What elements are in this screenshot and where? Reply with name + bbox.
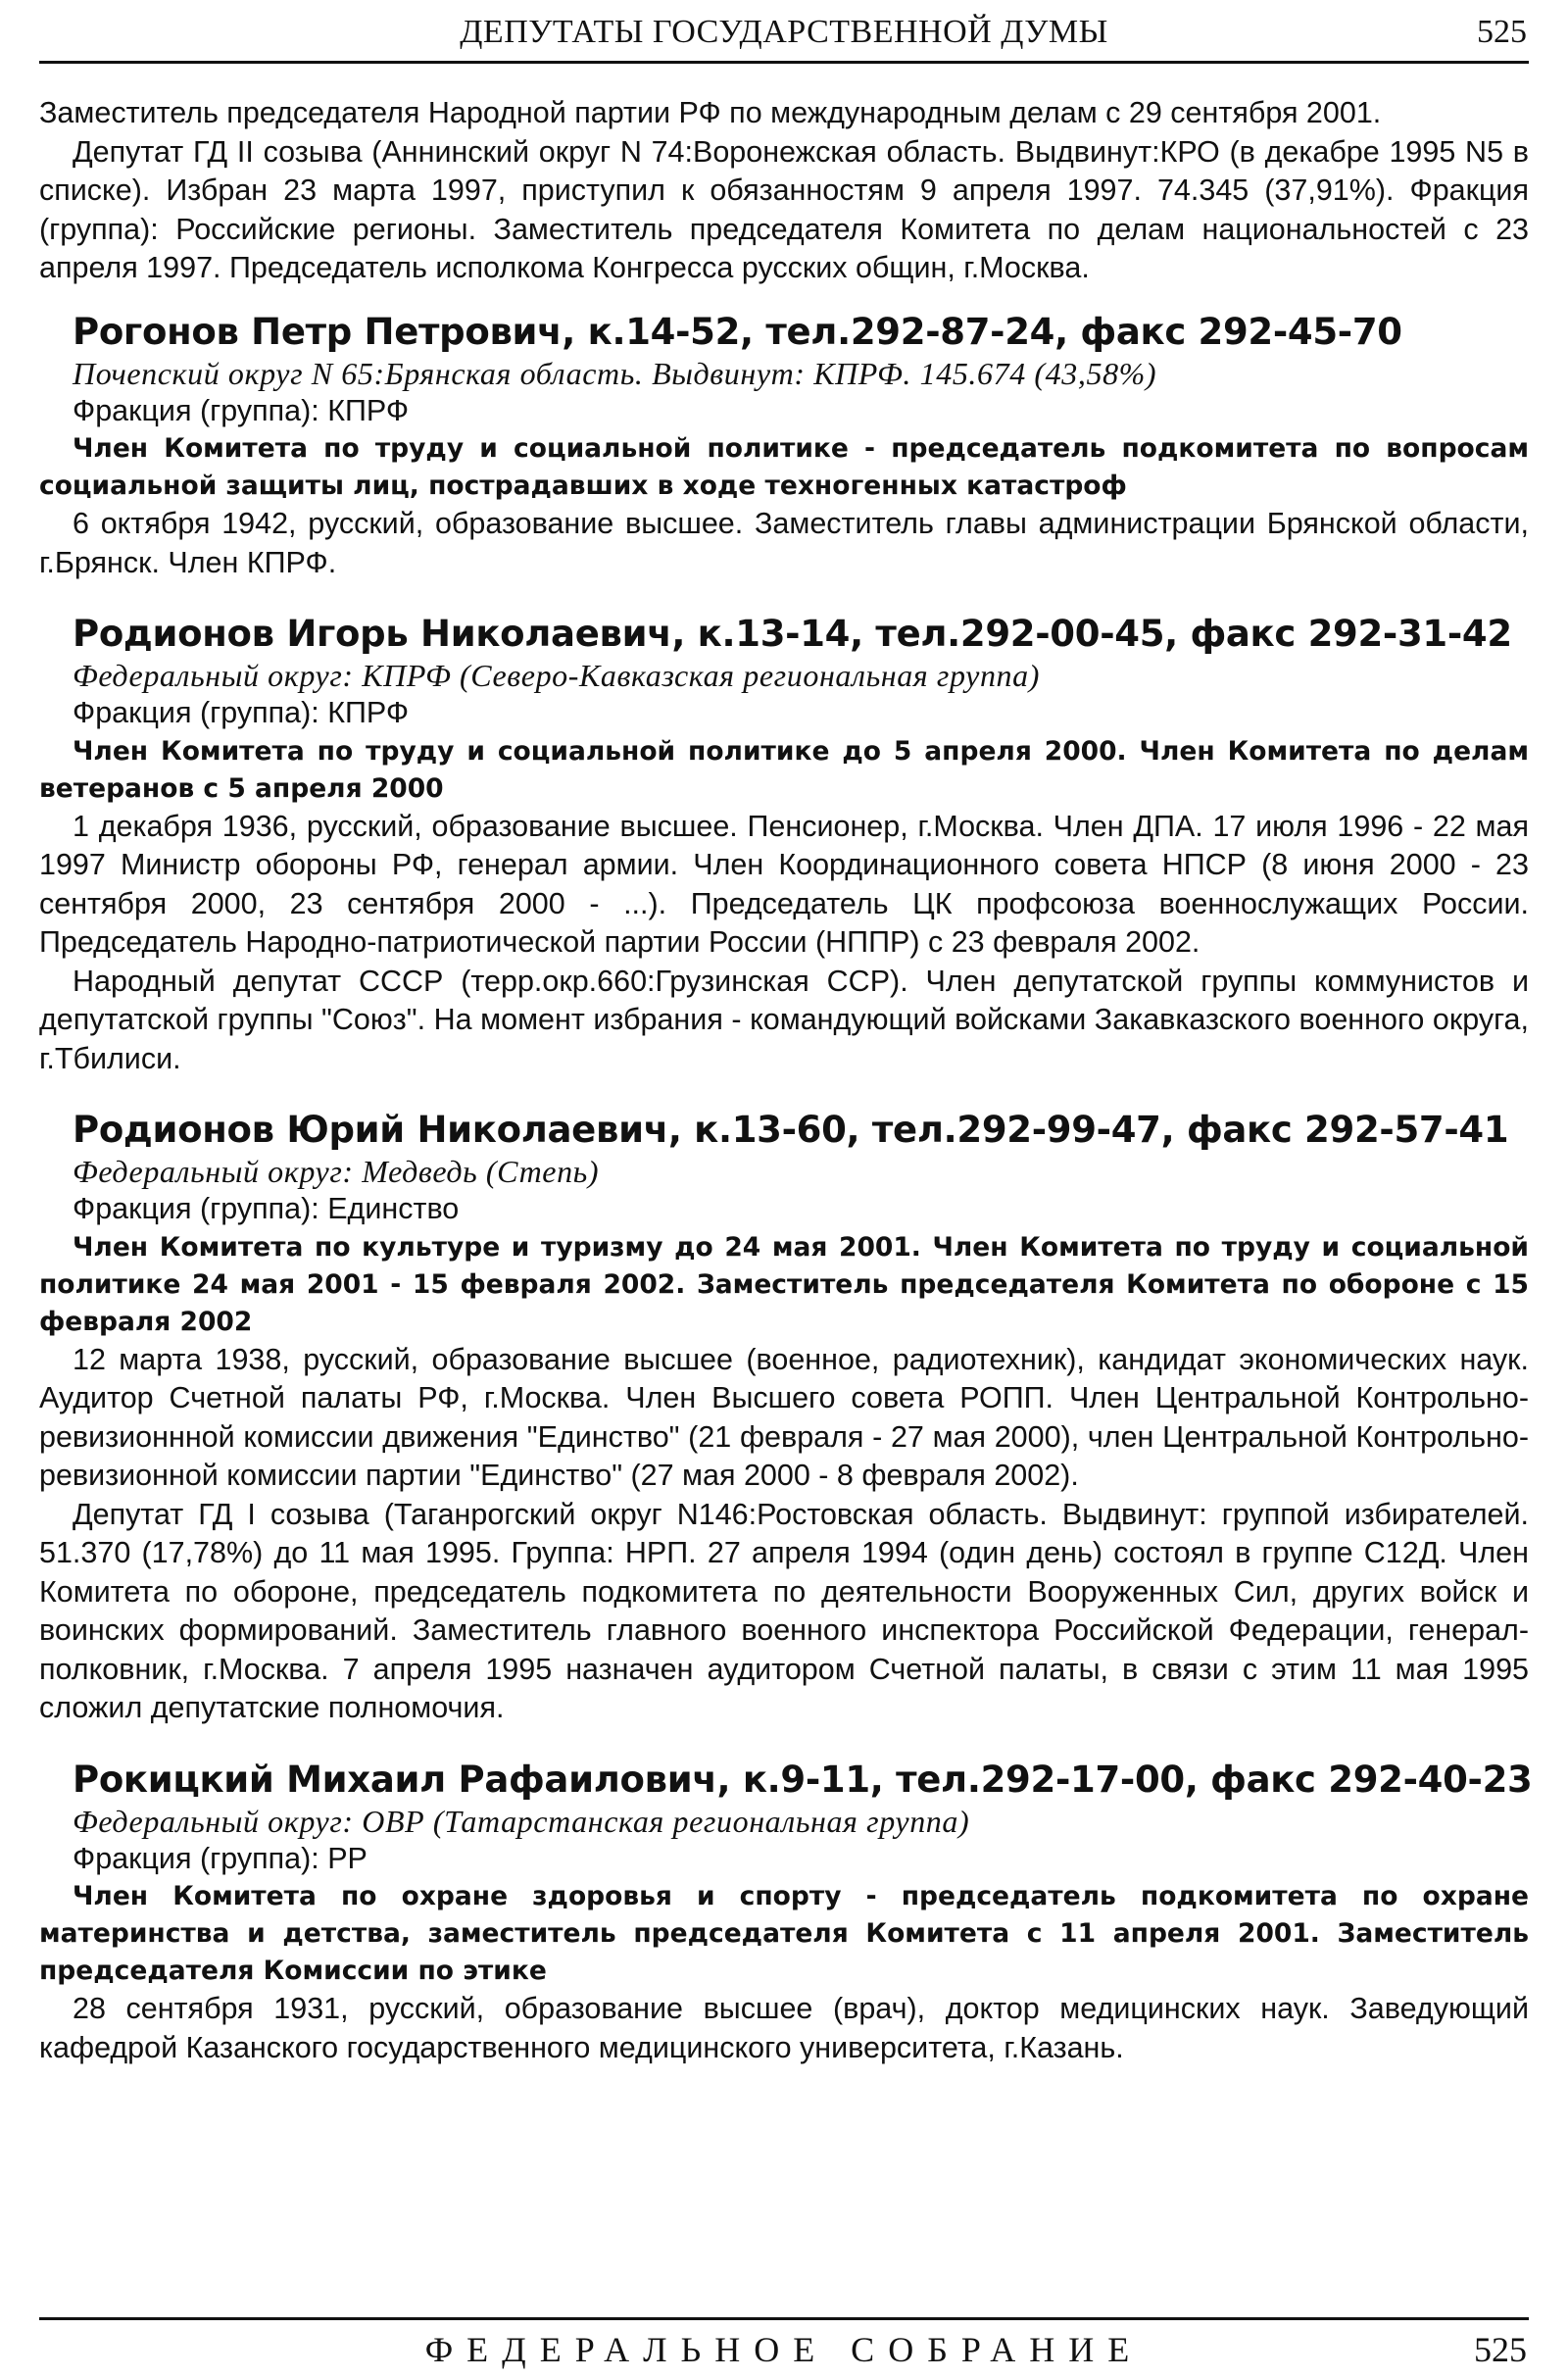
deputy-faction: Фракция (группа): КПРФ bbox=[73, 696, 410, 729]
footer-rule bbox=[39, 2317, 1529, 2320]
deputy-entry bbox=[39, 1758, 1533, 2068]
header-rule bbox=[39, 61, 1529, 64]
deputy-faction: Фракция (группа): КПРФ bbox=[73, 393, 410, 427]
header-title: ДЕПУТАТЫ ГОСУДАРСТВЕННОЙ ДУМЫ bbox=[460, 14, 1108, 50]
deputy-faction: Фракция (группа): Единство bbox=[73, 1192, 460, 1225]
deputy-district: Федеральный округ: ОВР (Татарстанская региональная группа) bbox=[73, 1803, 970, 1839]
deputy-committee: Член Комитета по труду и социальной политике - председатель подкомитета по вопросам социальной защиты лиц, пострадавших в ходе техногенных катастроф bbox=[39, 433, 1529, 501]
deputy-bio-paragraph: 1 декабря 1936, русский, образование высшее. Пенсионер, г.Москва. Член ДПА. 17 июля 1996 - 22 мая 1997 Министр обороны РФ, генерал армии. Член Координационного совета НПСР (8 июня 2000 - 23 сентября 2000, 23 сентября 2000 - ...). Председатель ЦК профсоюза военнослужащих России. Председатель Народно-патриотической партии России (НППР) с 23 февраля 2002. bbox=[39, 809, 1529, 959]
deputy-bio-paragraph: Народный депутат СССР (терр.окр.660:Грузинская ССР). Член депутатской группы коммунистов и депутатской группы "Союз". На момент избрания - командующий войсками Закавказского военного округа, г.Тбилиси. bbox=[39, 964, 1529, 1075]
deputy-entry bbox=[39, 612, 1529, 1078]
running-footer bbox=[39, 2325, 1529, 2374]
deputy-bio-paragraph: 28 сентября 1931, русский, образование высшее (врач), доктор медицинских наук. Заведующий кафедрой Казанского государственного медицинского университета, г.Казань. bbox=[39, 1992, 1529, 2064]
deputy-entry bbox=[39, 1108, 1529, 1728]
deputy-bio-paragraph: 6 октября 1942, русский, образование высшее. Заместитель главы администрации Брянской области, г.Брянск. Член КПРФ. bbox=[39, 507, 1529, 579]
intro-paragraph: Заместитель председателя Народной партии РФ по международным делам с 29 сентября 2001. bbox=[39, 96, 1382, 129]
deputy-name: Рогонов Петр Петрович, к.14-52, тел.292-87-24, факс 292-45-70 bbox=[73, 310, 1402, 353]
deputy-committee: Член Комитета по культуре и туризму до 24 мая 2001. Член Комитета по труду и социальной политике 24 мая 2001 - 15 февраля 2002. Заместитель председателя Комитета по обороне с 15 февраля 2002 bbox=[39, 1231, 1529, 1337]
footer-title: ФЕДЕРАЛЬНОЕ СОБРАНИЕ bbox=[424, 2330, 1144, 2369]
deputy-committee: Член Комитета по труду и социальной политике до 5 апреля 2000. Член Комитета по делам ветеранов с 5 апреля 2000 bbox=[39, 735, 1529, 804]
deputy-name: Родионов Юрий Николаевич, к.13-60, тел.292-99-47, факс 292-57-41 bbox=[73, 1109, 1509, 1151]
deputy-district: Почепский округ N 65:Брянская область. Выдвинут: КПРФ. 145.674 (43,58%) bbox=[73, 355, 1157, 391]
deputy-name: Родионов Игорь Николаевич, к.13-14, тел.292-00-45, факс 292-31-42 bbox=[73, 613, 1512, 655]
deputy-bio-paragraph: Депутат ГД I созыва (Таганрогский округ N146:Ростовская область. Выдвинут: группой избирателей. 51.370 (17,78%) до 11 мая 1995. Группа: НРП. 27 апреля 1994 (один день) состоял в группе С12Д. Член Комитета по обороне, председатель подкомитета по деятельности Вооруженных Сил, других войск и воинских формирований. Заместитель главного военного инспектора Российской Федерации, генерал-полковник, г.Москва. 7 апреля 1995 назначен аудитором Счетной палаты, в связи с этим 11 мая 1995 сложил депутатские полномочия. bbox=[39, 1497, 1529, 1724]
deputy-district: Федеральный округ: КПРФ (Северо-Кавказская региональная группа) bbox=[73, 658, 1041, 693]
footer-page-number: 525 bbox=[1474, 2330, 1527, 2369]
deputy-bio-paragraph: 12 марта 1938, русский, образование высшее (военное, радиотехник), кандидат экономических наук. Аудитор Счетной палаты РФ, г.Москва. Член Высшего совета РОПП. Член Центральной Контрольно-ревизионнной комиссии движения "Единство" (21 февраля - 27 мая 2000), член Центральной Контрольно-ревизионной комиссии партии "Единство" (27 мая 2000 - 8 февраля 2002). bbox=[39, 1342, 1529, 1492]
deputy-name: Рокицкий Михаил Рафаилович, к.9-11, тел.292-17-00, факс 292-40-23 bbox=[73, 1758, 1533, 1801]
deputy-district: Федеральный округ: Медведь (Степь) bbox=[73, 1154, 600, 1189]
deputy-committee: Член Комитета по охране здоровья и спорту - председатель подкомитета по охране материнства и детства, заместитель председателя Комитета с 11 апреля 2001. Заместитель председателя Комиссии по этике bbox=[39, 1881, 1529, 1986]
deputy-faction: Фракция (группа): РР bbox=[73, 1841, 368, 1875]
header-page-number: 525 bbox=[1477, 14, 1527, 50]
deputy-entry bbox=[39, 310, 1529, 583]
intro-continuation bbox=[39, 94, 1529, 288]
page-content bbox=[39, 94, 1533, 2067]
intro-paragraph: Депутат ГД II созыва (Аннинский округ N 74:Воронежская область. Выдвинут:КРО (в декабре 1995 N5 в списке). Избран 23 марта 1997, приступил к обязанностям 9 апреля 1997. 74.345 (37,91%). Фракция (группа): Российские регионы. Заместитель председателя Комитета по делам национальностей с 23 апреля 1997. Председатель исполкома Конгресса русских общин, г.Москва. bbox=[39, 134, 1529, 284]
running-header bbox=[39, 10, 1529, 55]
